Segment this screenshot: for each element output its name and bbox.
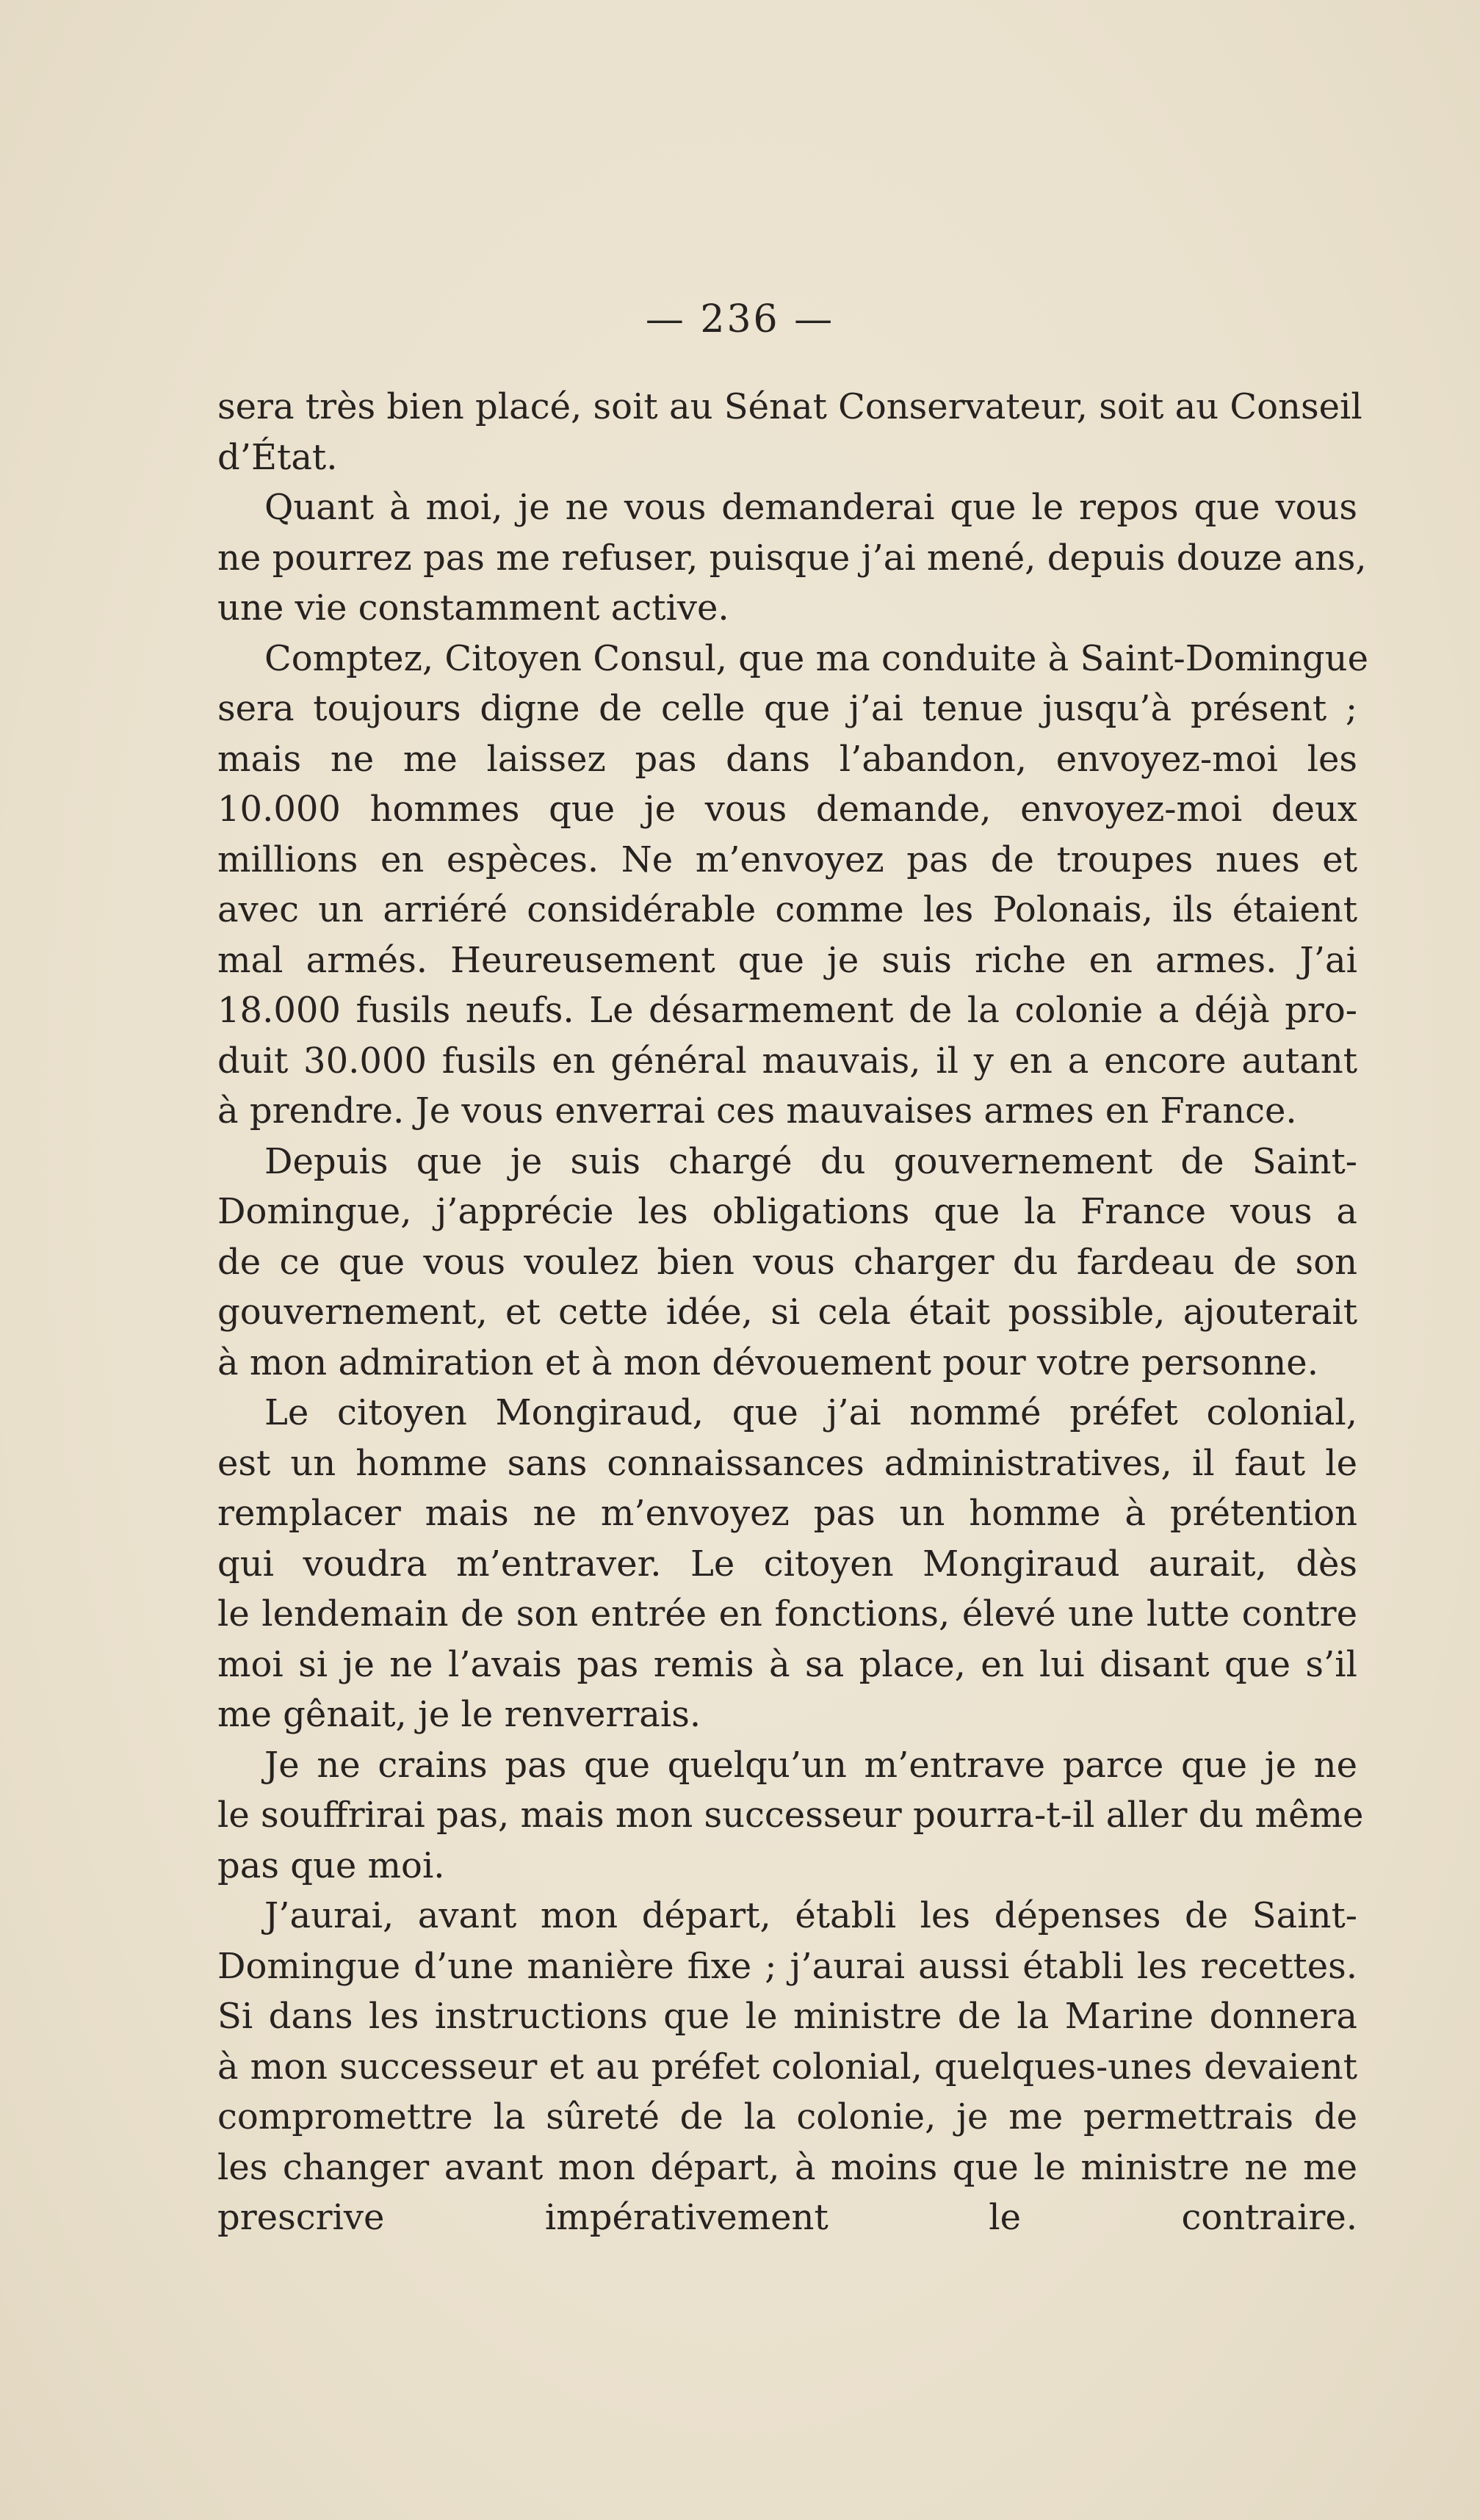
text-line: 10.000 hommes que je vous demande, envoyez-moi deux [217, 789, 1357, 830]
text-line: Si dans les instructions que le ministre de la Marine donnera [217, 1996, 1357, 2037]
text-line: d’État. [217, 436, 338, 478]
text-line: moi si je ne l’avais pas remis à sa place, en lui disant que s’il [217, 1643, 1357, 1685]
text-line: Le citoyen Mongiraud, que j’ai nommé préfet colonial, [264, 1392, 1357, 1433]
text-line: prescrive impérativement le contraire. [217, 2197, 1357, 2238]
text-line: J’aurai, avant mon départ, établi les dépenses de Saint- [264, 1895, 1357, 1936]
text-line: ne pourrez pas me refuser, puisque j’ai mené, depuis douze ans, [217, 537, 1367, 579]
text-line: à prendre. Je vous enverrai ces mauvaises armes en France. [217, 1090, 1297, 1132]
text-line: 18.000 fusils neufs. Le désarmement de la colonie a déjà pro- [217, 990, 1357, 1031]
text-line: duit 30.000 fusils en général mauvais, il y en a encore autant [217, 1040, 1357, 1082]
page-number: — 236 — [645, 297, 835, 341]
text-line: me gênait, je le renverrais. [217, 1694, 701, 1735]
text-line: le souffrirai pas, mais mon successeur pourra-t-il aller du même [217, 1795, 1364, 1836]
text-line: sera très bien placé, soit au Sénat Conservateur, soit au Conseil [217, 386, 1362, 427]
text-line: une vie constamment active. [217, 587, 729, 629]
text-line: Comptez, Citoyen Consul, que ma conduite à Saint-Domingue [264, 637, 1368, 679]
text-line: Quant à moi, je ne vous demanderai que le repos que vous [264, 487, 1357, 528]
text-line: Domingue, j’apprécie les obligations que la France vous a [217, 1191, 1357, 1232]
text-line: Depuis que je suis chargé du gouvernement de Saint- [264, 1140, 1357, 1182]
text-line: le lendemain de son entrée en fonctions, élevé une lutte contre [217, 1593, 1357, 1634]
text-line: millions en espèces. Ne m’envoyez pas de troupes nues et [217, 839, 1357, 880]
text-line: compromettre la sûreté de la colonie, je me permettrais de [217, 2096, 1357, 2137]
text-line: à mon admiration et à mon dévouement pour votre personne. [217, 1342, 1318, 1383]
text-line: mais ne me laissez pas dans l’abandon, envoyez-moi les [217, 738, 1357, 780]
text-line: remplacer mais ne m’envoyez pas un homme à prétention [217, 1493, 1357, 1534]
text-line: gouvernement, et cette idée, si cela était possible, ajouterait [217, 1292, 1357, 1333]
text-line: pas que moi. [217, 1844, 445, 1886]
text-line: les changer avant mon départ, à moins que le ministre ne me [217, 2146, 1357, 2188]
body-text [217, 382, 1368, 2243]
text-line: est un homme sans connaissances administratives, il faut le [217, 1442, 1357, 1484]
text-line: à mon successeur et au préfet colonial, quelques-unes devaient [217, 2046, 1357, 2088]
text-line: qui voudra m’entraver. Le citoyen Mongiraud aurait, dès [217, 1543, 1357, 1585]
text-line: sera toujours digne de celle que j’ai tenue jusqu’à présent ; [217, 688, 1357, 729]
text-line: avec un arriéré considérable comme les Polonais, ils étaient [217, 889, 1357, 930]
text-line: Domingue d’une manière fixe ; j’aurai aussi établi les recettes. [217, 1945, 1357, 1987]
text-line: Je ne crains pas que quelqu’un m’entrave parce que je ne [264, 1744, 1357, 1786]
text-line: mal armés. Heureusement que je suis riche en armes. J’ai [217, 939, 1357, 981]
text-line: de ce que vous voulez bien vous charger du fardeau de son [217, 1241, 1357, 1283]
